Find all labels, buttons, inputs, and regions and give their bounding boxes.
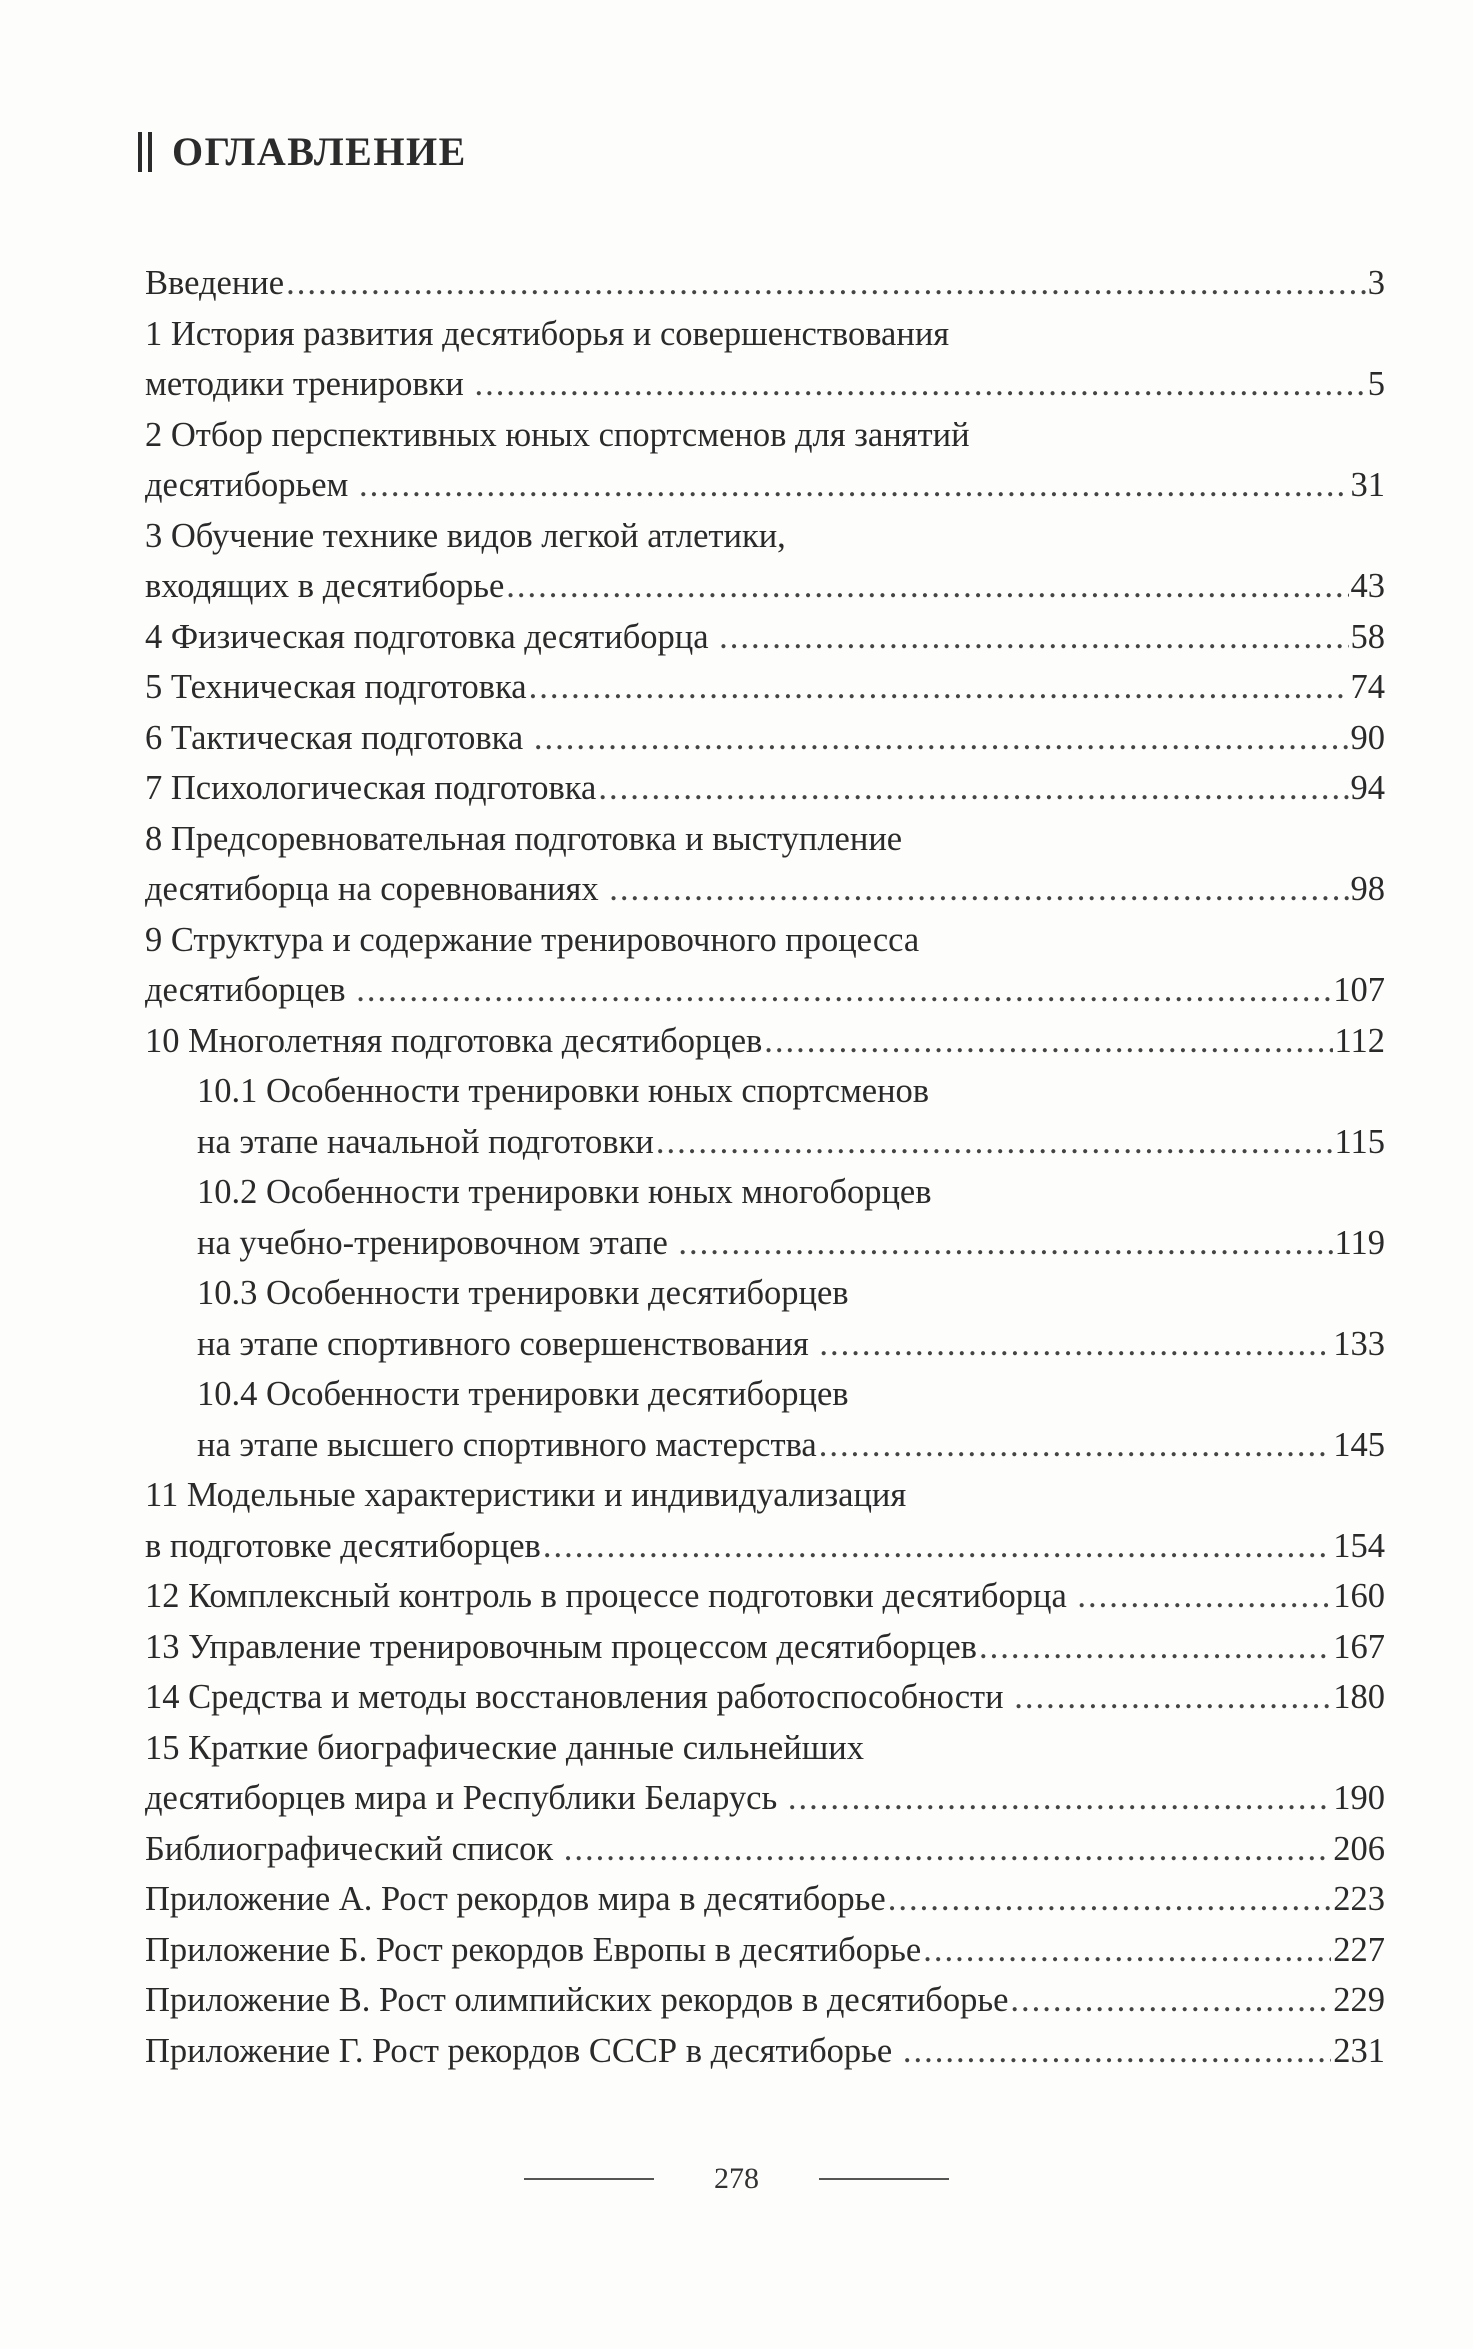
toc-entry-page-number: 231 [1333, 2031, 1385, 2070]
footer-rule-left [524, 2178, 654, 2180]
dot-leader [788, 1773, 1331, 1824]
toc-entry-page-number: 31 [1350, 466, 1385, 504]
toc-entry-title-line: Приложение А. Рост рекордов мира в десятиборье [145, 1880, 886, 1918]
toc-entry-title-line: 2 Отбор перспективных юных спортсменов для занятий [145, 415, 970, 454]
toc-entry-title-line: 10.4 Особенности тренировки десятиборцев [197, 1375, 849, 1413]
toc-entry-title-line: 13 Управление тренировочным процессом десятиборцев [145, 1627, 977, 1666]
toc-entry-last-line [145, 1672, 1385, 1723]
toc-entry-title-line: десятиборцев мира и Республики Беларусь [145, 1779, 786, 1817]
toc-entry-page-number: 190 [1333, 1779, 1385, 1817]
toc-entry[interactable] [145, 814, 1385, 915]
toc-entry-last-line [145, 258, 1385, 309]
toc-entry-title-line: 1 История развития десятиборья и совершенствования [145, 314, 950, 353]
dot-leader [903, 2026, 1331, 2077]
toc-entry-title-line: 7 Психологическая подготовка [145, 769, 597, 807]
toc-entry-page-number: 154 [1333, 1526, 1385, 1565]
toc-entry-page-number: 94 [1350, 769, 1385, 807]
toc-entry[interactable] [145, 1824, 1385, 1875]
toc-entry-last-line [145, 1874, 1385, 1925]
toc-entry-last-line [145, 763, 1385, 814]
toc-entry[interactable] [145, 1874, 1385, 1925]
dot-leader [359, 460, 1348, 511]
toc-entry-title-line: Приложение Б. Рост рекордов Европы в десятиборье [145, 1930, 922, 1969]
toc-entry[interactable] [145, 1975, 1385, 2026]
page-number: 278 [714, 2162, 759, 2195]
toc-entry[interactable] [145, 2026, 1385, 2077]
toc-entry[interactable] [145, 1672, 1385, 1723]
toc-entry-last-line [145, 965, 1385, 1016]
footer-rule-right [819, 2178, 949, 2180]
toc-entry-page-number: 227 [1333, 1930, 1385, 1969]
dot-leader [979, 1622, 1331, 1673]
toc-entry-title-line: 14 Средства и методы восстановления работоспособности [145, 1678, 1013, 1716]
toc-entry-last-line [197, 1420, 1385, 1471]
toc-entry-title-line: на этапе спортивного совершенствования [197, 1324, 818, 1363]
toc-entry-title-line: Приложение Г. Рост рекордов СССР в десятиборье [145, 2031, 901, 2070]
toc-entry-page-number: 5 [1367, 365, 1385, 403]
toc-entry-title-line: десятиборца на соревнованиях [145, 870, 608, 908]
toc-entry-last-line [145, 1571, 1385, 1622]
toc-entry[interactable] [145, 1925, 1385, 1976]
toc-entry-page-number: 229 [1333, 1981, 1385, 2019]
toc-title: ОГЛАВЛЕНИЕ [172, 129, 467, 174]
toc-entry[interactable] [145, 410, 1385, 511]
toc-entry[interactable] [145, 713, 1385, 764]
toc-entry-title-line: на этапе высшего спортивного мастерства [197, 1425, 817, 1464]
toc-entry-last-line [145, 561, 1385, 612]
toc-entry-last-line [145, 713, 1385, 764]
toc-entry-title-line: 3 Обучение технике видов легкой атлетики, [145, 516, 786, 555]
toc-entry-last-line [145, 612, 1385, 663]
toc-entry-title-line: входящих в десятиборье [145, 567, 505, 605]
toc-entry-page-number: 115 [1334, 1122, 1385, 1161]
toc-entry[interactable] [145, 915, 1385, 1016]
toc-entry[interactable] [145, 1066, 1385, 1167]
dot-leader [1077, 1571, 1331, 1622]
toc-entry-title-line: десятиборцев [145, 971, 355, 1009]
toc-entry-page-number: 107 [1333, 971, 1385, 1009]
toc-entry-title-line: Библиографический список [145, 1829, 562, 1868]
dot-leader [475, 359, 1366, 410]
dot-leader [1010, 1975, 1331, 2026]
toc-entry[interactable] [145, 1167, 1385, 1268]
dot-leader [529, 662, 1349, 713]
toc-entry[interactable] [145, 1016, 1385, 1067]
toc-entry-page-number: 223 [1333, 1880, 1385, 1918]
table-of-contents [145, 258, 1385, 2076]
toc-entry-page-number: 145 [1333, 1425, 1385, 1464]
toc-entry-title-line: десятиборьем [145, 466, 358, 504]
toc-entry-title-line: 10.2 Особенности тренировки юных многоборцев [197, 1173, 932, 1211]
dot-leader [506, 561, 1348, 612]
toc-entry-title-line: 9 Структура и содержание тренировочного процесса [145, 920, 920, 959]
toc-entry[interactable] [145, 1470, 1385, 1571]
toc-entry-title-line: 4 Физическая подготовка десятиборца [145, 617, 718, 656]
toc-entry[interactable] [145, 511, 1385, 612]
toc-entry-last-line [145, 1016, 1385, 1067]
toc-entry-last-line [145, 662, 1385, 713]
toc-entry-last-line [197, 1319, 1385, 1370]
dot-leader [1014, 1672, 1331, 1723]
toc-entry-title-line: 8 Предсоревновательная подготовка и выступление [145, 819, 903, 858]
toc-entry-last-line [145, 1521, 1385, 1572]
toc-entry-last-line [197, 1117, 1385, 1168]
toc-entry-page-number: 180 [1333, 1678, 1385, 1716]
toc-entry-title-line: методики тренировки [145, 365, 473, 403]
toc-entry-page-number: 74 [1350, 668, 1385, 706]
toc-entry-page-number: 206 [1333, 1829, 1385, 1868]
toc-entry-last-line [145, 460, 1385, 511]
toc-entry-last-line [145, 1824, 1385, 1875]
dot-leader [923, 1925, 1331, 1976]
dot-leader [656, 1117, 1333, 1168]
dot-leader [534, 713, 1349, 764]
toc-entry-title-line: 6 Тактическая подготовка [145, 718, 532, 757]
toc-entry[interactable] [145, 612, 1385, 663]
toc-entry[interactable] [145, 1622, 1385, 1673]
toc-entry-last-line [145, 864, 1385, 915]
toc-entry-page-number: 119 [1334, 1223, 1385, 1262]
dot-leader [678, 1218, 1332, 1269]
toc-entry-title-line: 15 Краткие биографические данные сильнейших [145, 1728, 864, 1767]
heading-bar-marker [138, 132, 152, 172]
toc-entry-title-line: Приложение В. Рост олимпийских рекордов в десятиборье [145, 1981, 1009, 2019]
page-footer [0, 2162, 1473, 2196]
toc-entry-title-line: Введение [145, 264, 285, 302]
toc-entry-last-line [145, 2026, 1385, 2077]
dot-leader [609, 864, 1348, 915]
toc-entry[interactable] [145, 662, 1385, 713]
toc-entry-last-line [145, 1925, 1385, 1976]
toc-entry-title-line: 11 Модельные характеристики и индивидуализация [145, 1476, 907, 1514]
dot-leader [719, 612, 1348, 663]
toc-entry[interactable] [145, 763, 1385, 814]
toc-entry-last-line [145, 1773, 1385, 1824]
toc-entry-last-line [145, 1975, 1385, 2026]
toc-entry-page-number: 112 [1334, 1021, 1385, 1060]
toc-entry-page-number: 160 [1333, 1577, 1385, 1615]
toc-entry-page-number: 3 [1367, 264, 1385, 302]
toc-entry-title-line: 10.1 Особенности тренировки юных спортсменов [197, 1072, 930, 1110]
toc-entry-title-line: в подготовке десятиборцев [145, 1526, 541, 1565]
toc-entry[interactable] [145, 1571, 1385, 1622]
dot-leader [819, 1319, 1331, 1370]
dot-leader [764, 1016, 1332, 1067]
dot-leader [286, 258, 1366, 309]
toc-entry-title-line: 12 Комплексный контроль в процессе подготовки десятиборца [145, 1577, 1076, 1615]
toc-entry[interactable] [145, 1369, 1385, 1470]
dot-leader [888, 1874, 1332, 1925]
toc-entry[interactable] [145, 1268, 1385, 1369]
toc-heading [138, 128, 467, 175]
toc-entry-page-number: 98 [1350, 870, 1385, 908]
toc-entry-page-number: 43 [1350, 567, 1385, 605]
toc-entry[interactable] [145, 258, 1385, 309]
toc-entry-title-line: 10 Многолетняя подготовка десятиборцев [145, 1021, 763, 1060]
toc-entry[interactable] [145, 309, 1385, 410]
dot-leader [598, 763, 1348, 814]
toc-entry-page-number: 133 [1333, 1324, 1385, 1363]
toc-entry-title-line: на учебно-тренировочном этапе [197, 1223, 677, 1262]
toc-entry[interactable] [145, 1723, 1385, 1824]
dot-leader [564, 1824, 1331, 1875]
toc-entry-last-line [145, 1622, 1385, 1673]
toc-entry-page-number: 167 [1333, 1627, 1385, 1666]
dot-leader [356, 965, 1331, 1016]
toc-entry-last-line [197, 1218, 1385, 1269]
toc-entry-last-line [145, 359, 1385, 410]
toc-entry-title-line: 5 Техническая подготовка [145, 668, 527, 706]
toc-entry-title-line: на этапе начальной подготовки [197, 1122, 654, 1161]
toc-entry-page-number: 58 [1350, 617, 1385, 656]
dot-leader [543, 1521, 1331, 1572]
toc-entry-page-number: 90 [1350, 718, 1385, 757]
toc-entry-title-line: 10.3 Особенности тренировки десятиборцев [197, 1274, 849, 1312]
dot-leader [819, 1420, 1332, 1471]
